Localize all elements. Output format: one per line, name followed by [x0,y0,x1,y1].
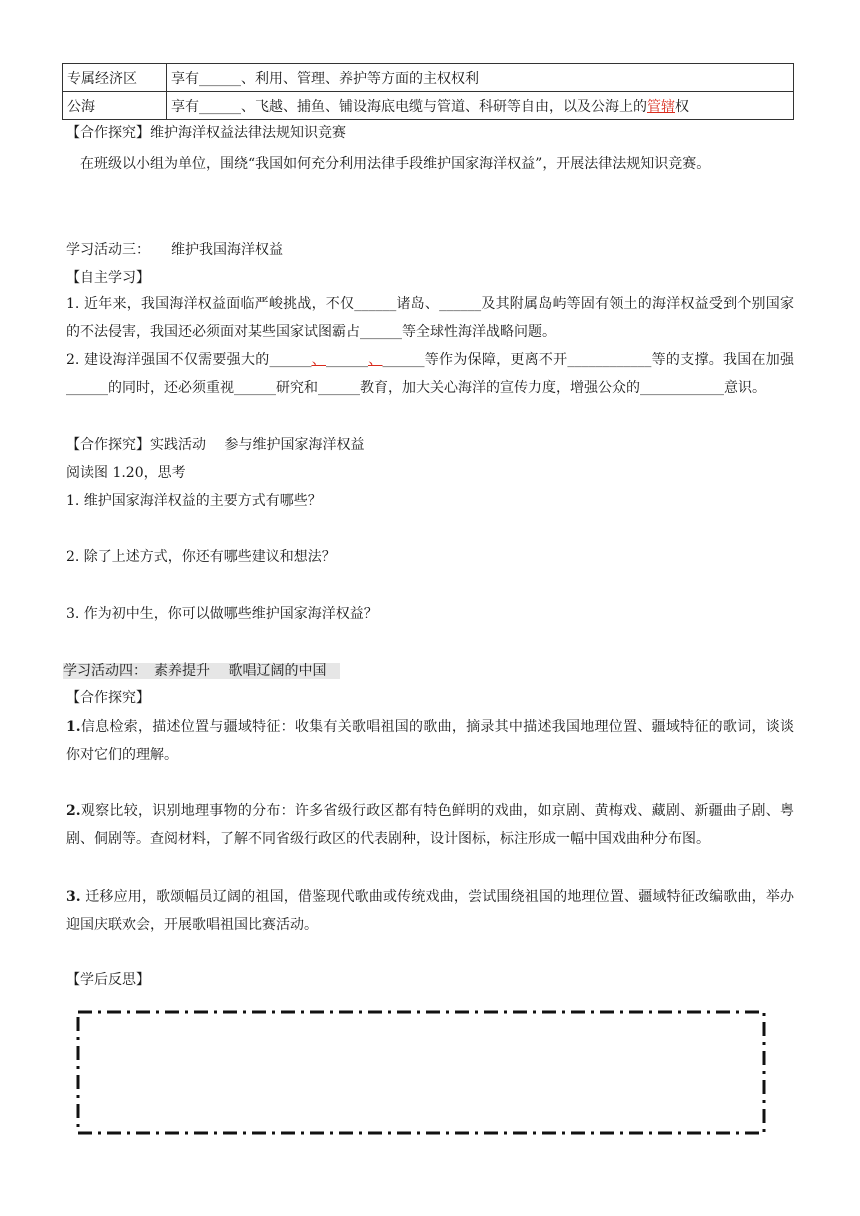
table-row [63,92,794,120]
rights-cell: 享有______、利用、管理、养护等方面的主权权利 [167,64,794,92]
activity4-title: 学习活动四： 素养提升 歌唱辽阔的中国 [63,661,340,681]
think-question-3: 3. 作为初中生，你可以做哪些维护国家海洋权益？ [66,606,378,622]
self-study-heading: 【自主学习】 [66,270,150,286]
activity3-title: 学习活动三： 维护我国海洋权益 [66,242,283,258]
activity4-paragraph-1: 1.信息检索，描述位置与疆域特征：收集有关歌唱祖国的歌曲，摘录其中描述我国地理位置、疆域特征的歌词，谈谈你对它们的理解。 [66,719,794,763]
activity4-paragraph-2: 2.观察比较，识别地理事物的分布：许多省级行政区都有特色鲜明的戏曲，如京剧、黄梅戏、藏剧、新疆曲子剧、粤剧、侗剧等。查阅材料，了解不同省级行政区的代表剧种，设计图标，标注形成一幅中国戏曲种分布图。 [66,803,794,847]
zone-cell: 专属经济区 [63,64,167,92]
table-row [63,64,794,92]
maritime-rights-table [62,63,794,120]
activity3-question-1: 1. 近年来，我国海洋权益面临严峻挑战，不仅______诸岛、______及其附属岛屿等固有领土的海洋权益受到个别国家的不法侵害，我国还必须面对某些国家试图霸占______等全球性海洋战略问题。 [66,296,794,340]
activity3-question-2: 2. 建设海洋强国不仅需要强大的______、______、______等作为保障，更离不开____________等的支撑。我国在加强______的同时，还必须重视______研究和______教育，加大关心海洋的宣传力度，增强公众的____________意识。 [66,352,795,396]
activity4-paragraph-3: 3. 迁移应用，歌颂幅员辽阔的祖国，借鉴现代歌曲或传统戏曲，尝试围绕祖国的地理位置、疆域特征改编歌曲，举办迎国庆联欢会，开展歌唱祖国比赛活动。 [66,889,794,933]
reflection-box [76,1010,766,1135]
zone-cell: 公海 [63,92,167,120]
competition-heading: 【合作探究】维护海洋权益法律法规知识竞赛 [66,125,346,141]
read-prompt: 阅读图 1.20，思考 [66,465,186,481]
highlighted-term: 管辖 [647,98,675,115]
rights-cell: 享有______、飞越、捕鱼、铺设海底电缆与管道、科研等自由，以及公海上的管辖权 [167,92,794,120]
think-question-1: 1. 维护国家海洋权益的主要方式有哪些？ [66,493,322,509]
competition-text: 在班级以小组为单位，围绕“我国如何充分利用法律手段维护国家海洋权益”，开展法律法规知识竞赛。 [80,156,711,172]
practice-heading: 【合作探究】实践活动 参与维护国家海洋权益 [66,437,365,453]
reflection-heading: 【学后反思】 [66,972,150,988]
activity4-coop-heading: 【合作探究】 [66,690,150,706]
think-question-2: 2. 除了上述方式，你还有哪些建议和想法？ [66,549,336,565]
